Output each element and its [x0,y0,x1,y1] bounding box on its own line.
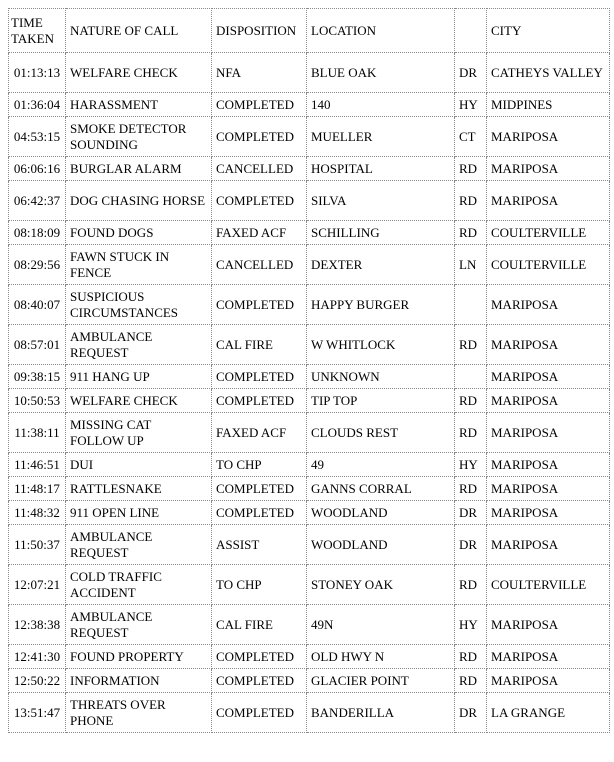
street-type-cell: RD [455,565,487,605]
table-row [9,477,610,501]
nature-of-call-cell: FOUND DOGS [66,221,212,245]
location-cell: GANNS CORRAL [307,477,455,501]
location-cell: GLACIER POINT [307,669,455,693]
city-cell: MIDPINES [487,93,610,117]
table-body [9,53,610,733]
table-row [9,117,610,157]
time-cell: 12:50:22 [9,669,66,693]
disposition-cell: COMPLETED [212,389,307,413]
location-cell: OLD HWY N [307,645,455,669]
nature-of-call-cell: DUI [66,453,212,477]
location-cell: STONEY OAK [307,565,455,605]
time-cell: 11:48:32 [9,501,66,525]
location-cell: HAPPY BURGER [307,285,455,325]
street-type-cell: RD [455,221,487,245]
time-cell: 10:50:53 [9,389,66,413]
table-row [9,565,610,605]
time-cell: 08:29:56 [9,245,66,285]
table-row [9,325,610,365]
table-row [9,181,610,221]
street-type-cell: RD [455,325,487,365]
header-disposition: DISPOSITION [212,9,307,53]
time-cell: 12:07:21 [9,565,66,605]
table-row [9,53,610,93]
street-type-cell [455,285,487,325]
city-cell: MARIPOSA [487,157,610,181]
table-row [9,453,610,477]
table-row [9,669,610,693]
call-log-table [8,8,610,733]
disposition-cell: COMPLETED [212,117,307,157]
nature-of-call-cell: THREATS OVER PHONE [66,693,212,733]
table-row [9,413,610,453]
street-type-cell: RD [455,645,487,669]
disposition-cell: CAL FIRE [212,605,307,645]
city-cell: COULTERVILLE [487,565,610,605]
header-nature-of-call: NATURE OF CALL [66,9,212,53]
disposition-cell: FAXED ACF [212,221,307,245]
disposition-cell: TO CHP [212,565,307,605]
time-cell: 01:36:04 [9,93,66,117]
table-row [9,245,610,285]
time-cell: 11:50:37 [9,525,66,565]
disposition-cell: COMPLETED [212,93,307,117]
street-type-cell: DR [455,693,487,733]
city-cell: COULTERVILLE [487,245,610,285]
street-type-cell: DR [455,53,487,93]
table-row [9,157,610,181]
time-cell: 06:06:16 [9,157,66,181]
table-row [9,605,610,645]
time-cell: 09:38:15 [9,365,66,389]
time-cell: 01:13:13 [9,53,66,93]
nature-of-call-cell: FOUND PROPERTY [66,645,212,669]
nature-of-call-cell: AMBULANCE REQUEST [66,605,212,645]
city-cell: COULTERVILLE [487,221,610,245]
time-cell: 11:46:51 [9,453,66,477]
street-type-cell: RD [455,413,487,453]
time-cell: 08:40:07 [9,285,66,325]
nature-of-call-cell: 911 OPEN LINE [66,501,212,525]
disposition-cell: COMPLETED [212,501,307,525]
table-row [9,221,610,245]
disposition-cell: COMPLETED [212,645,307,669]
street-type-cell: DR [455,501,487,525]
street-type-cell: RD [455,669,487,693]
city-cell: LA GRANGE [487,693,610,733]
location-cell: BANDERILLA [307,693,455,733]
street-type-cell: HY [455,605,487,645]
city-cell: MARIPOSA [487,389,610,413]
table-row [9,365,610,389]
header-street-type [455,9,487,53]
location-cell: WOODLAND [307,525,455,565]
table-row [9,389,610,413]
location-cell: 49N [307,605,455,645]
disposition-cell: COMPLETED [212,693,307,733]
location-cell: CLOUDS REST [307,413,455,453]
header-row [9,9,610,53]
header-location: LOCATION [307,9,455,53]
location-cell: SILVA [307,181,455,221]
nature-of-call-cell: INFORMATION [66,669,212,693]
location-cell: 49 [307,453,455,477]
location-cell: TIP TOP [307,389,455,413]
location-cell: BLUE OAK [307,53,455,93]
nature-of-call-cell: SUSPICIOUS CIRCUMSTANCES [66,285,212,325]
city-cell: MARIPOSA [487,501,610,525]
disposition-cell: COMPLETED [212,365,307,389]
call-log-sheet [8,8,610,733]
location-cell: UNKNOWN [307,365,455,389]
street-type-cell: HY [455,93,487,117]
city-cell: MARIPOSA [487,365,610,389]
header-city: CITY [487,9,610,53]
disposition-cell: CANCELLED [212,157,307,181]
city-cell: MARIPOSA [487,477,610,501]
city-cell: MARIPOSA [487,181,610,221]
time-cell: 04:53:15 [9,117,66,157]
time-cell: 12:38:38 [9,605,66,645]
disposition-cell: COMPLETED [212,669,307,693]
disposition-cell: CANCELLED [212,245,307,285]
disposition-cell: TO CHP [212,453,307,477]
nature-of-call-cell: HARASSMENT [66,93,212,117]
street-type-cell: RD [455,157,487,181]
city-cell: MARIPOSA [487,413,610,453]
city-cell: MARIPOSA [487,453,610,477]
city-cell: MARIPOSA [487,525,610,565]
location-cell: SCHILLING [307,221,455,245]
city-cell: MARIPOSA [487,669,610,693]
city-cell: MARIPOSA [487,605,610,645]
city-cell: MARIPOSA [487,117,610,157]
nature-of-call-cell: RATTLESNAKE [66,477,212,501]
nature-of-call-cell: AMBULANCE REQUEST [66,525,212,565]
time-cell: 06:42:37 [9,181,66,221]
table-row [9,501,610,525]
disposition-cell: CAL FIRE [212,325,307,365]
city-cell: CATHEYS VALLEY [487,53,610,93]
nature-of-call-cell: MISSING CAT FOLLOW UP [66,413,212,453]
time-cell: 11:48:17 [9,477,66,501]
disposition-cell: ASSIST [212,525,307,565]
disposition-cell: FAXED ACF [212,413,307,453]
nature-of-call-cell: DOG CHASING HORSE [66,181,212,221]
street-type-cell: HY [455,453,487,477]
nature-of-call-cell: WELFARE CHECK [66,53,212,93]
street-type-cell: RD [455,477,487,501]
location-cell: HOSPITAL [307,157,455,181]
disposition-cell: COMPLETED [212,285,307,325]
nature-of-call-cell: SMOKE DETECTOR SOUNDING [66,117,212,157]
location-cell: W WHITLOCK [307,325,455,365]
time-cell: 11:38:11 [9,413,66,453]
nature-of-call-cell: FAWN STUCK IN FENCE [66,245,212,285]
city-cell: MARIPOSA [487,645,610,669]
city-cell: MARIPOSA [487,325,610,365]
table-row [9,93,610,117]
disposition-cell: COMPLETED [212,477,307,501]
table-row [9,285,610,325]
city-cell: MARIPOSA [487,285,610,325]
table-row [9,525,610,565]
location-cell: MUELLER [307,117,455,157]
nature-of-call-cell: BURGLAR ALARM [66,157,212,181]
header-time-taken: TIME TAKEN [9,9,66,53]
time-cell: 08:18:09 [9,221,66,245]
location-cell: WOODLAND [307,501,455,525]
time-cell: 13:51:47 [9,693,66,733]
location-cell: DEXTER [307,245,455,285]
disposition-cell: NFA [212,53,307,93]
street-type-cell: DR [455,525,487,565]
nature-of-call-cell: WELFARE CHECK [66,389,212,413]
table-row [9,693,610,733]
street-type-cell: CT [455,117,487,157]
location-cell: 140 [307,93,455,117]
street-type-cell: RD [455,181,487,221]
nature-of-call-cell: AMBULANCE REQUEST [66,325,212,365]
street-type-cell: LN [455,245,487,285]
street-type-cell: RD [455,389,487,413]
time-cell: 12:41:30 [9,645,66,669]
street-type-cell [455,365,487,389]
table-row [9,645,610,669]
nature-of-call-cell: COLD TRAFFIC ACCIDENT [66,565,212,605]
nature-of-call-cell: 911 HANG UP [66,365,212,389]
time-cell: 08:57:01 [9,325,66,365]
disposition-cell: COMPLETED [212,181,307,221]
